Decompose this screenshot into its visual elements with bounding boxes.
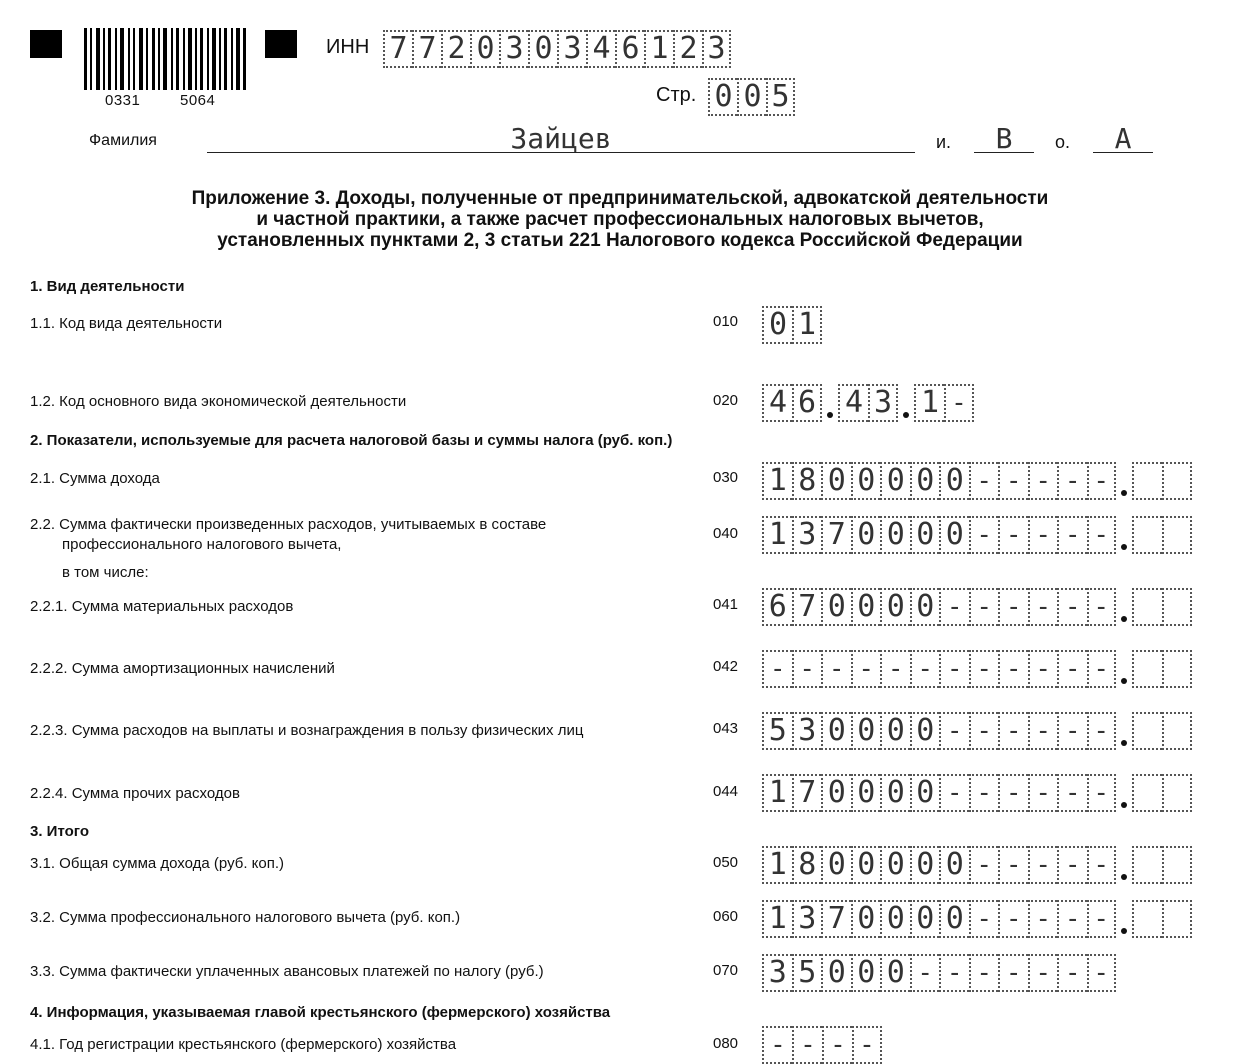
row-040-label-line3: в том числе: — [62, 564, 149, 581]
digit-cell: - — [821, 650, 851, 688]
digit-cell: 7 — [821, 900, 851, 938]
digit-cell: 0 — [880, 954, 910, 992]
kopeck-cell — [1132, 900, 1162, 938]
row-020-label: 1.2. Код основного вида экономической деятельности — [30, 393, 407, 410]
digit-cell: 1 — [762, 516, 792, 554]
row-042-code: 042 — [713, 658, 739, 675]
digit-cell: - — [998, 588, 1028, 626]
digit-cell: 0 — [880, 900, 910, 938]
row-070-code: 070 — [713, 962, 739, 979]
digit-cell: - — [998, 650, 1028, 688]
digit-cell: 0 — [939, 516, 969, 554]
kopeck-cell — [1132, 846, 1162, 884]
digit-cell: 2 — [673, 30, 702, 68]
digit-cell: 5 — [792, 954, 822, 992]
digit-cell: 0 — [880, 712, 910, 750]
digit-cell: - — [969, 516, 999, 554]
digit-cell: - — [1057, 650, 1087, 688]
digit-cell: - — [1057, 774, 1087, 812]
row-050-label: 3.1. Общая сумма дохода (руб. коп.) — [30, 855, 285, 872]
row-042-label: 2.2.2. Сумма амортизационных начислений — [30, 660, 335, 677]
digit-cell: - — [939, 954, 969, 992]
row-043-label: 2.2.3. Сумма расходов на выплаты и вознаграждения в пользу физических лиц — [30, 722, 584, 739]
digit-cell: 0 — [821, 712, 851, 750]
corner-marker-right — [265, 30, 297, 58]
title-line-3: установленных пунктами 2, 3 статьи 221 Налогового кодекса Российской Федерации — [217, 230, 1023, 251]
row-020-field[interactable] — [762, 384, 974, 422]
row-010-label: 1.1. Код вида деятельности — [30, 315, 223, 332]
digit-cell: 3 — [868, 384, 898, 422]
decimal-point — [822, 384, 838, 422]
digit-cell: 1 — [914, 384, 944, 422]
kopeck-cell — [1132, 462, 1162, 500]
digit-cell: - — [998, 954, 1028, 992]
digit-cell: 0 — [880, 774, 910, 812]
digit-cell: - — [1057, 516, 1087, 554]
row-070-field[interactable] — [762, 954, 1116, 992]
digit-cell: 7 — [792, 588, 822, 626]
digit-cell: - — [1028, 462, 1058, 500]
digit-cell: - — [969, 954, 999, 992]
row-030-code: 030 — [713, 469, 739, 486]
digit-cell: 3 — [762, 954, 792, 992]
digit-cell: - — [1028, 650, 1058, 688]
digit-cell: 0 — [851, 900, 881, 938]
digit-cell: 4 — [838, 384, 868, 422]
digit-cell: 0 — [470, 30, 499, 68]
digit-cell: - — [910, 650, 940, 688]
digit-cell: 0 — [910, 900, 940, 938]
digit-cell: 0 — [910, 774, 940, 812]
row-080-label: 4.1. Год регистрации крестьянского (фермерского) хозяйства — [30, 1036, 457, 1053]
row-043-code: 043 — [713, 720, 739, 737]
digit-cell: - — [944, 384, 974, 422]
row-041-field[interactable] — [762, 588, 1192, 626]
kopeck-cell — [1162, 900, 1192, 938]
digit-cell: - — [969, 846, 999, 884]
digit-cell: - — [969, 462, 999, 500]
kopeck-cell — [1132, 516, 1162, 554]
row-041-code: 041 — [713, 596, 739, 613]
form-title — [0, 188, 1240, 251]
kopeck-cell — [1132, 774, 1162, 812]
digit-cell: 2 — [441, 30, 470, 68]
kopeck-cell — [1162, 516, 1192, 554]
digit-cell: - — [998, 846, 1028, 884]
digit-cell: 8 — [792, 462, 822, 500]
digit-cell: 1 — [762, 846, 792, 884]
digit-cell: 7 — [792, 774, 822, 812]
digit-cell: 7 — [412, 30, 441, 68]
decimal-point — [1116, 650, 1132, 688]
digit-cell: - — [1087, 846, 1117, 884]
digit-cell: - — [1087, 650, 1117, 688]
digit-cell: - — [1028, 516, 1058, 554]
row-040-label-line1: 2.2. Сумма фактически произведенных расходов, учитываемых в составе — [30, 516, 547, 533]
section-1-heading: 1. Вид деятельности — [30, 278, 185, 295]
digit-cell: - — [1028, 588, 1058, 626]
digit-cell: - — [939, 712, 969, 750]
kopeck-cell — [1162, 588, 1192, 626]
row-060-field[interactable] — [762, 900, 1192, 938]
digit-cell: 0 — [708, 78, 737, 116]
digit-cell: - — [998, 462, 1028, 500]
digit-cell: - — [1028, 846, 1058, 884]
digit-cell: - — [1087, 516, 1117, 554]
digit-cell: - — [998, 712, 1028, 750]
decimal-point — [1116, 516, 1132, 554]
row-010-field[interactable] — [762, 306, 822, 344]
surname-value[interactable]: Зайцев — [510, 122, 612, 155]
digit-cell: 0 — [851, 712, 881, 750]
row-044-field[interactable] — [762, 774, 1192, 812]
digit-cell: 0 — [939, 462, 969, 500]
digit-cell: 0 — [851, 588, 881, 626]
decimal-point — [898, 384, 914, 422]
row-041-label: 2.2.1. Сумма материальных расходов — [30, 598, 294, 615]
row-043-field[interactable] — [762, 712, 1192, 750]
row-030-label: 2.1. Сумма дохода — [30, 470, 160, 487]
digit-cell: 0 — [880, 516, 910, 554]
row-080-field[interactable] — [762, 1026, 882, 1064]
digit-cell: 0 — [821, 774, 851, 812]
page-field[interactable] — [708, 78, 795, 116]
row-044-code: 044 — [713, 783, 739, 800]
digit-cell: - — [998, 774, 1028, 812]
digit-cell: - — [1028, 774, 1058, 812]
decimal-point — [1116, 846, 1132, 884]
digit-cell: 0 — [851, 846, 881, 884]
digit-cell: - — [1087, 774, 1117, 812]
row-044-label: 2.2.4. Сумма прочих расходов — [30, 785, 240, 802]
digit-cell: - — [880, 650, 910, 688]
section-4-heading: 4. Информация, указываемая главой крестьянского (фермерского) хозяйства — [30, 1004, 611, 1021]
digit-cell: - — [998, 900, 1028, 938]
digit-cell: 3 — [792, 516, 822, 554]
surname-label: Фамилия — [89, 132, 157, 149]
kopeck-cell — [1162, 712, 1192, 750]
digit-cell: - — [1087, 900, 1117, 938]
digit-cell: - — [969, 900, 999, 938]
barcode — [84, 28, 246, 90]
digit-cell: 0 — [737, 78, 766, 116]
title-line-2: и частной практики, а также расчет профессиональных налоговых вычетов, — [256, 209, 984, 230]
decimal-point — [1116, 588, 1132, 626]
inn-field[interactable] — [383, 30, 731, 68]
digit-cell: 3 — [499, 30, 528, 68]
digit-cell: 0 — [851, 954, 881, 992]
kopeck-cell — [1162, 650, 1192, 688]
digit-cell: - — [822, 1026, 852, 1064]
digit-cell: - — [910, 954, 940, 992]
digit-cell: - — [1087, 954, 1117, 992]
row-070-label: 3.3. Сумма фактически уплаченных авансовых платежей по налогу (руб.) — [30, 963, 544, 980]
kopeck-cell — [1132, 712, 1162, 750]
digit-cell: - — [969, 774, 999, 812]
digit-cell: 3 — [557, 30, 586, 68]
digit-cell: - — [1028, 900, 1058, 938]
digit-cell: - — [762, 1026, 792, 1064]
digit-cell: - — [998, 516, 1028, 554]
digit-cell: 0 — [821, 588, 851, 626]
digit-cell: 6 — [762, 588, 792, 626]
initial-i-value[interactable]: В — [995, 122, 1013, 155]
decimal-point — [1116, 774, 1132, 812]
digit-cell: 0 — [528, 30, 557, 68]
digit-cell: - — [762, 650, 792, 688]
row-040-field[interactable] — [762, 516, 1192, 554]
row-040-code: 040 — [713, 525, 739, 542]
initial-o-value[interactable]: А — [1114, 122, 1132, 155]
inn-label: ИНН — [326, 36, 370, 58]
digit-cell: 1 — [644, 30, 673, 68]
digit-cell: - — [792, 650, 822, 688]
digit-cell: 0 — [939, 846, 969, 884]
initial-i-label: и. — [936, 132, 952, 152]
digit-cell: 0 — [939, 900, 969, 938]
digit-cell: - — [939, 650, 969, 688]
digit-cell: - — [1087, 462, 1117, 500]
title-line-1: Приложение 3. Доходы, полученные от предпринимательской, адвокатской деятельности — [191, 188, 1049, 209]
digit-cell: 0 — [851, 774, 881, 812]
digit-cell: 5 — [766, 78, 795, 116]
digit-cell: 1 — [762, 900, 792, 938]
digit-cell: - — [1057, 712, 1087, 750]
digit-cell: 0 — [880, 588, 910, 626]
digit-cell: - — [1087, 712, 1117, 750]
digit-cell: - — [939, 774, 969, 812]
digit-cell: - — [939, 588, 969, 626]
digit-cell: 1 — [762, 774, 792, 812]
digit-cell: - — [792, 1026, 822, 1064]
digit-cell: 0 — [821, 462, 851, 500]
digit-cell: 0 — [851, 516, 881, 554]
digit-cell: - — [1028, 712, 1058, 750]
digit-cell: 0 — [762, 306, 792, 344]
decimal-point — [1116, 900, 1132, 938]
digit-cell: - — [1057, 588, 1087, 626]
digit-cell: - — [1057, 846, 1087, 884]
barcode-number-right: 5064 — [180, 92, 216, 109]
digit-cell: 0 — [821, 846, 851, 884]
section-3-heading: 3. Итого — [30, 823, 89, 840]
digit-cell: - — [1057, 900, 1087, 938]
kopeck-cell — [1162, 462, 1192, 500]
digit-cell: - — [1028, 954, 1058, 992]
digit-cell: - — [1087, 588, 1117, 626]
digit-cell: 0 — [821, 954, 851, 992]
digit-cell: 0 — [910, 712, 940, 750]
row-050-code: 050 — [713, 854, 739, 871]
digit-cell: 0 — [910, 516, 940, 554]
digit-cell: 7 — [383, 30, 412, 68]
page-label: Стр. — [656, 84, 697, 106]
digit-cell: 0 — [880, 846, 910, 884]
decimal-point — [1116, 712, 1132, 750]
kopeck-cell — [1162, 774, 1192, 812]
row-030-field[interactable] — [762, 462, 1192, 500]
digit-cell: 4 — [762, 384, 792, 422]
digit-cell: - — [852, 1026, 882, 1064]
digit-cell: 0 — [910, 462, 940, 500]
row-042-field[interactable] — [762, 650, 1192, 688]
barcode-number-left: 0331 — [105, 92, 141, 109]
digit-cell: 8 — [792, 846, 822, 884]
digit-cell: - — [969, 588, 999, 626]
row-040-label-line2: профессионального налогового вычета, — [62, 536, 342, 553]
row-060-label: 3.2. Сумма профессионального налогового вычета (руб. коп.) — [30, 909, 461, 926]
decimal-point — [1116, 462, 1132, 500]
digit-cell: - — [1057, 462, 1087, 500]
digit-cell: - — [969, 712, 999, 750]
row-060-code: 060 — [713, 908, 739, 925]
digit-cell: 1 — [762, 462, 792, 500]
digit-cell: 0 — [851, 462, 881, 500]
digit-cell: - — [851, 650, 881, 688]
initial-o-label: о. — [1055, 132, 1071, 152]
digit-cell: 0 — [880, 462, 910, 500]
row-080-code: 080 — [713, 1035, 739, 1052]
kopeck-cell — [1132, 650, 1162, 688]
corner-marker-left — [30, 30, 62, 58]
row-020-code: 020 — [713, 392, 739, 409]
digit-cell: 6 — [792, 384, 822, 422]
digit-cell: - — [969, 650, 999, 688]
digit-cell: 1 — [792, 306, 822, 344]
digit-cell: 5 — [762, 712, 792, 750]
kopeck-cell — [1132, 588, 1162, 626]
digit-cell: 0 — [910, 588, 940, 626]
digit-cell: 0 — [910, 846, 940, 884]
row-050-field[interactable] — [762, 846, 1192, 884]
digit-cell: 7 — [821, 516, 851, 554]
digit-cell: 3 — [792, 712, 822, 750]
digit-cell: 3 — [702, 30, 731, 68]
digit-cell: - — [1057, 954, 1087, 992]
section-2-heading: 2. Показатели, используемые для расчета налоговой базы и суммы налога (руб. коп.) — [30, 432, 673, 449]
kopeck-cell — [1162, 846, 1192, 884]
digit-cell: 6 — [615, 30, 644, 68]
digit-cell: 4 — [586, 30, 615, 68]
digit-cell: 3 — [792, 900, 822, 938]
row-010-code: 010 — [713, 313, 739, 330]
